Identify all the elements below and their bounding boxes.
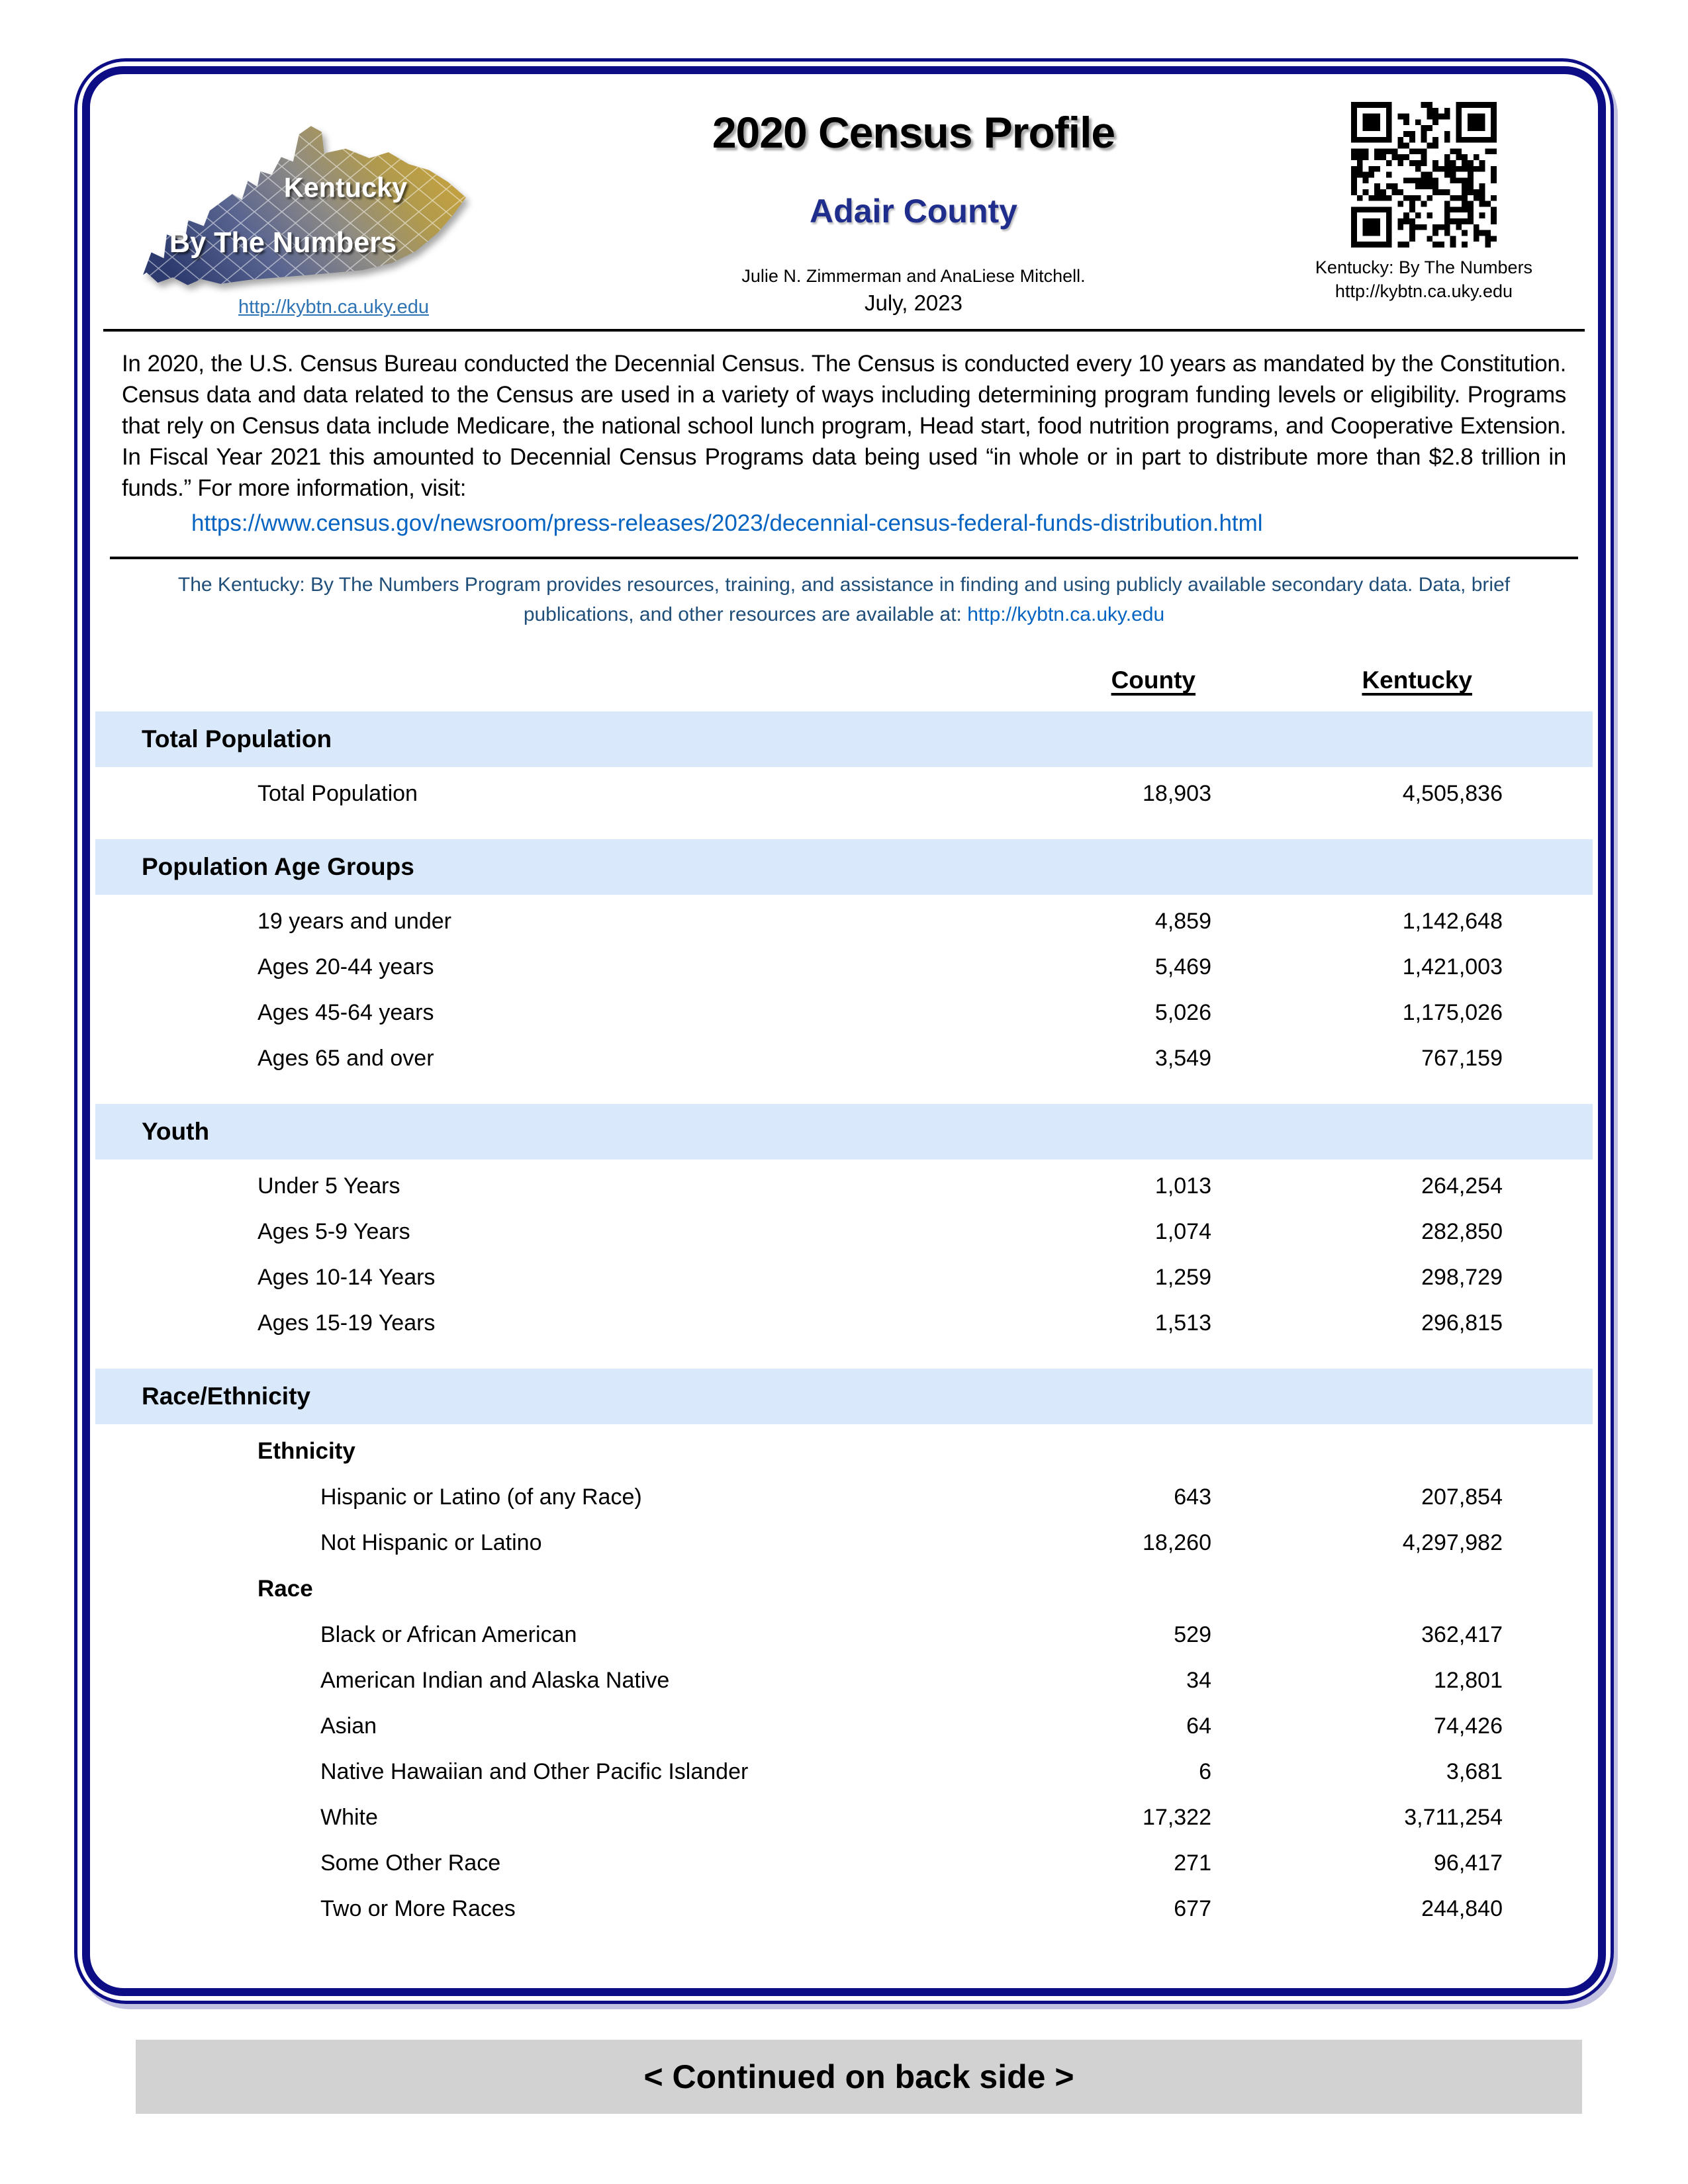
county-value: 18,260 — [1143, 1530, 1211, 1556]
kentucky-value: 12,801 — [1434, 1668, 1503, 1694]
county-value: 6 — [1199, 1759, 1211, 1785]
kentucky-value: 767,159 — [1421, 1046, 1503, 1071]
header-divider — [103, 329, 1585, 332]
document-border-frame — [74, 58, 1614, 2004]
kentucky-value: 1,142,648 — [1402, 909, 1503, 934]
table-row — [122, 1209, 1566, 1255]
section-rows — [122, 895, 1566, 1087]
stats-table — [122, 666, 1566, 1937]
kentucky-value: 296,815 — [1421, 1310, 1503, 1336]
county-value: 271 — [1174, 1850, 1211, 1876]
program-note-text: The Kentucky: By The Numbers Program provides resources, training, and assistance in finding and using publicly available secondary data. Data, brief publications, and other resources are available at: — [177, 574, 1511, 626]
authors-line: Julie N. Zimmerman and AnaLiese Mitchell. — [741, 266, 1086, 286]
intro-paragraph: In 2020, the U.S. Census Bureau conducted the Decennial Census. The Census is conducted every 10 years as mandated by the Constitution. Census data and data related to the Census are used in a variety of ways including determining program funding levels or eligibility. Programs that rely on Census data include Medicare, the national school lunch program, Head start, food nutrition programs, and Cooperative Extension. In Fiscal Year 2021 this amounted to Decennial Census Programs data being used “in whole or in part to distribute more than $2.8 trillion in funds.” For more information, visit: — [122, 351, 1566, 501]
program-note — [122, 570, 1566, 629]
table-row — [122, 1749, 1566, 1795]
row-label: Ages 45-64 years — [258, 1000, 434, 1026]
table-row — [122, 1255, 1566, 1300]
row-label: Ages 20-44 years — [258, 954, 434, 980]
county-value: 3,549 — [1154, 1046, 1211, 1071]
kentucky-value: 3,711,254 — [1404, 1805, 1503, 1831]
section-header: Population Age Groups — [95, 839, 1593, 895]
table-row — [122, 1658, 1566, 1704]
table-row — [122, 899, 1566, 944]
row-label: Ages 15-19 Years — [258, 1310, 436, 1336]
kentucky-value: 298,729 — [1421, 1265, 1503, 1291]
section-header: Total Population — [95, 711, 1593, 767]
census-link[interactable]: https://www.census.gov/newsroom/press-releases/2023/decennial-census-federal-funds-distribution.html — [191, 510, 1263, 537]
kentucky-value: 3,681 — [1446, 1759, 1503, 1785]
kentucky-value: 362,417 — [1421, 1622, 1503, 1648]
county-value: 17,322 — [1143, 1805, 1211, 1831]
logo-link[interactable]: http://kybtn.ca.uky.edu — [238, 296, 430, 318]
section-header: Race/Ethnicity — [95, 1369, 1593, 1424]
kentucky-map-logo — [131, 98, 489, 290]
table-row — [122, 990, 1566, 1036]
page-subtitle: Adair County — [810, 193, 1017, 230]
section-rows — [122, 1424, 1566, 1937]
kentucky-value: 1,175,026 — [1402, 1000, 1503, 1026]
table-sections — [122, 711, 1566, 1937]
county-value: 64 — [1186, 1713, 1211, 1739]
county-value: 1,513 — [1154, 1310, 1211, 1336]
county-value: 1,259 — [1154, 1265, 1211, 1291]
kentucky-value: 96,417 — [1434, 1850, 1503, 1876]
qr-caption-line1: Kentucky: By The Numbers — [1315, 257, 1533, 277]
section-header: Youth — [95, 1104, 1593, 1160]
table-row — [122, 944, 1566, 990]
column-header-county: County — [1111, 666, 1196, 694]
column-header-kentucky: Kentucky — [1362, 666, 1472, 694]
table-row — [122, 771, 1566, 817]
kentucky-value: 1,421,003 — [1402, 954, 1503, 980]
county-value: 4,859 — [1154, 909, 1211, 934]
kentucky-value: 282,850 — [1421, 1219, 1503, 1245]
subsection-header: Race — [258, 1576, 313, 1602]
county-value: 5,026 — [1154, 1000, 1211, 1026]
section-divider — [110, 557, 1578, 559]
table-row — [122, 1841, 1566, 1886]
title-block — [545, 93, 1282, 316]
qr-block — [1282, 93, 1566, 304]
county-value: 1,013 — [1154, 1173, 1211, 1199]
document-header — [122, 93, 1566, 318]
row-label: Total Population — [258, 781, 418, 807]
county-value: 34 — [1186, 1668, 1211, 1694]
kbtn-logo-block — [122, 93, 545, 318]
table-row — [122, 1704, 1566, 1749]
table-row — [122, 1475, 1566, 1520]
date-line: July, 2023 — [865, 291, 962, 315]
kentucky-value: 4,297,982 — [1402, 1530, 1503, 1556]
subsection-header: Ethnicity — [258, 1438, 355, 1465]
row-label: Two or More Races — [320, 1896, 516, 1922]
row-label: Ages 65 and over — [258, 1046, 434, 1071]
program-note-link[interactable]: http://kybtn.ca.uky.edu — [967, 604, 1165, 626]
row-label: Ages 5-9 Years — [258, 1219, 410, 1245]
row-label: Not Hispanic or Latino — [320, 1530, 542, 1556]
logo-word-kentucky: Kentucky — [283, 172, 408, 203]
county-value: 1,074 — [1154, 1219, 1211, 1245]
qr-code-icon — [1351, 102, 1497, 248]
table-row — [122, 1886, 1566, 1932]
section-rows — [122, 767, 1566, 822]
row-label: Black or African American — [320, 1622, 577, 1648]
county-value: 18,903 — [1143, 781, 1211, 807]
table-row — [122, 1612, 1566, 1658]
document-content — [82, 66, 1606, 1996]
kentucky-value: 244,840 — [1421, 1896, 1503, 1922]
kentucky-value: 4,505,836 — [1402, 781, 1503, 807]
kentucky-value: 264,254 — [1421, 1173, 1503, 1199]
qr-caption-line2: http://kybtn.ca.uky.edu — [1335, 281, 1513, 302]
county-value: 5,469 — [1154, 954, 1211, 980]
row-label: Native Hawaiian and Other Pacific Islander — [320, 1759, 749, 1785]
row-label: Under 5 Years — [258, 1173, 400, 1199]
row-label: 19 years and under — [258, 909, 451, 934]
row-label: Ages 10-14 Years — [258, 1265, 436, 1291]
kentucky-value: 74,426 — [1434, 1713, 1503, 1739]
table-column-headers — [122, 666, 1566, 694]
table-row — [122, 1163, 1566, 1209]
row-label: White — [320, 1805, 378, 1831]
continued-banner: < Continued on back side > — [136, 2040, 1582, 2114]
county-value: 643 — [1174, 1484, 1211, 1510]
kentucky-value: 207,854 — [1421, 1484, 1503, 1510]
row-label: Hispanic or Latino (of any Race) — [320, 1484, 642, 1510]
table-row — [122, 1300, 1566, 1346]
row-label: American Indian and Alaska Native — [320, 1668, 670, 1694]
table-row — [122, 1520, 1566, 1566]
logo-phrase-by-the-numbers: By The Numbers — [169, 227, 397, 259]
section-rows — [122, 1160, 1566, 1351]
row-label: Some Other Race — [320, 1850, 501, 1876]
table-row — [122, 1036, 1566, 1081]
row-label: Asian — [320, 1713, 377, 1739]
county-value: 529 — [1174, 1622, 1211, 1648]
table-row — [122, 1795, 1566, 1841]
county-value: 677 — [1174, 1896, 1211, 1922]
page-title: 2020 Census Profile — [712, 108, 1115, 157]
